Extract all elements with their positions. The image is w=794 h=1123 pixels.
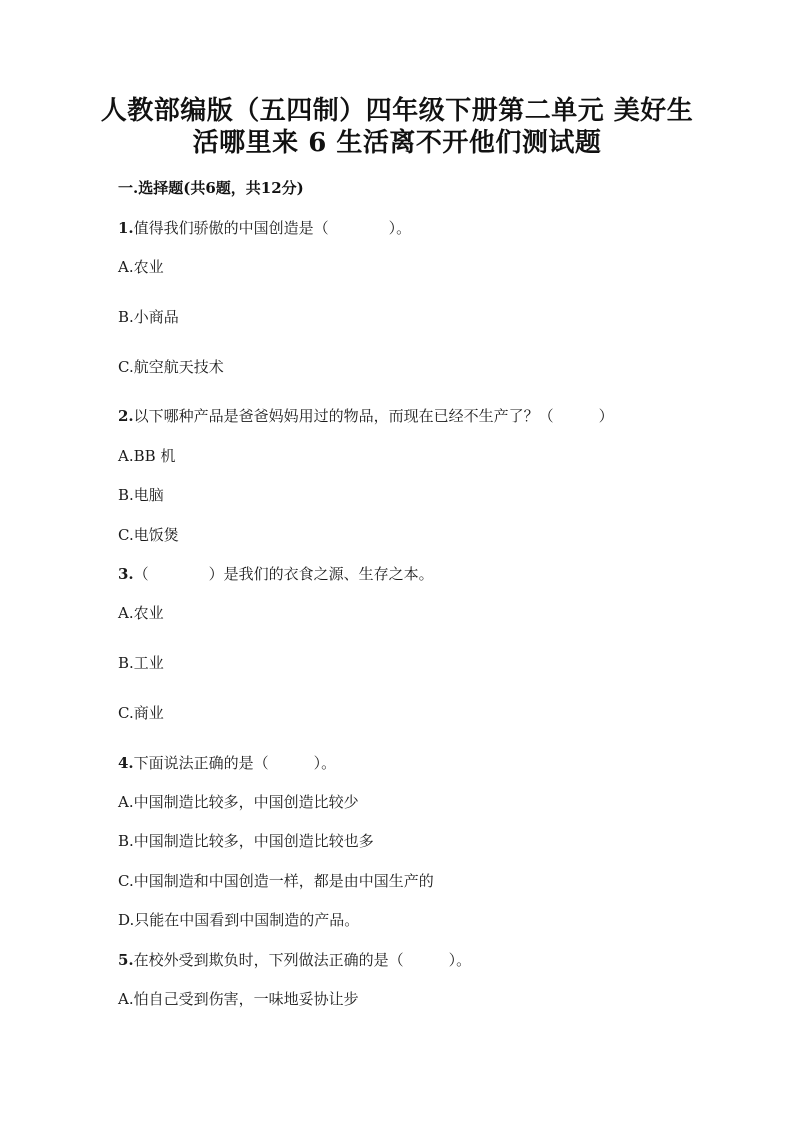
option-4d: D.只能在中国看到中国制造的产品。 (118, 911, 360, 929)
option-4c: C.中国制造和中国创造一样，都是由中国生产的 (118, 872, 434, 890)
option-2a: A.BB 机 (118, 447, 176, 465)
document-title-line-1: 人教部编版（五四制）四年级下册第二单元 美好生 (100, 96, 694, 126)
section-heading: 一.选择题(共6题，共12分) (118, 179, 304, 197)
question-text: 值得我们骄傲的中国创造是（ ）。 (133, 219, 412, 237)
option-1b: B.小商品 (118, 308, 179, 326)
question-number: 5. (118, 951, 134, 969)
option-4a: A.中国制造比较多，中国创造比较少 (118, 793, 359, 811)
document-title-line-2: 活哪里来 6 生活离不开他们测试题 (192, 128, 602, 158)
question-3 (118, 564, 434, 584)
question-text: 下面说法正确的是（ ）。 (133, 754, 337, 772)
option-2c: C.电饭煲 (118, 526, 179, 544)
question-number: 1. (118, 219, 134, 237)
question-text: 在校外受到欺负时，下列做法正确的是（ ）。 (133, 951, 472, 969)
option-3a: A.农业 (118, 604, 164, 622)
option-2b: B.电脑 (118, 486, 164, 504)
question-5 (118, 950, 471, 970)
option-1c: C.航空航天技术 (118, 358, 224, 376)
question-1 (118, 218, 411, 238)
option-3b: B.工业 (118, 654, 164, 672)
option-3c: C.商业 (118, 704, 164, 722)
option-1a: A.农业 (118, 258, 164, 276)
option-5a: A.怕自己受到伤害，一味地妥协让步 (118, 990, 359, 1008)
question-number: 4. (118, 754, 134, 772)
question-4 (118, 753, 336, 773)
question-text: 以下哪种产品是爸爸妈妈用过的物品，而现在已经不生产了？（ ） (133, 407, 614, 425)
question-number: 2. (118, 407, 134, 425)
question-number: 3. (118, 565, 134, 583)
option-4b: B.中国制造比较多，中国创造比较也多 (118, 832, 374, 850)
question-2 (118, 406, 614, 426)
question-text: （ ）是我们的衣食之源、生存之本。 (133, 565, 434, 583)
